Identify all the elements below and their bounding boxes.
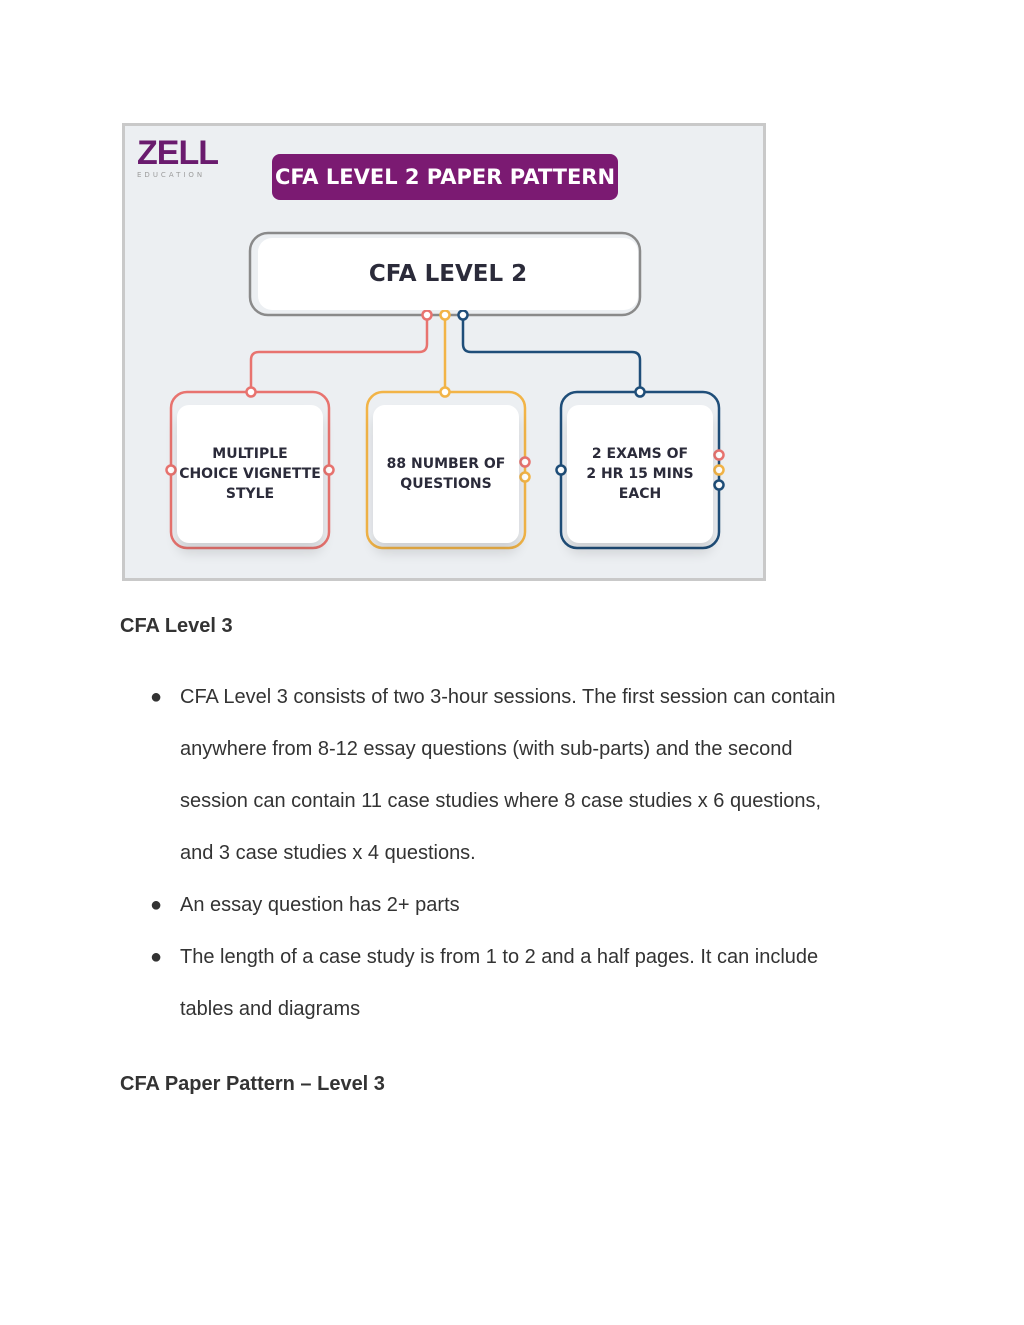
- card-line: 88 NUMBER OF: [386, 456, 506, 472]
- card-exam-duration: [567, 405, 713, 543]
- section-heading-level3: CFA Level 3: [120, 615, 233, 637]
- logo-mark: ZELL: [137, 134, 218, 172]
- node-card3-top: [636, 388, 645, 397]
- node-card2-right-yellow: [521, 473, 530, 482]
- node-yellow-top: [441, 311, 450, 320]
- node-card3-left: [557, 466, 566, 475]
- bullet-text-line: and 3 case studies x 4 questions.: [180, 842, 476, 864]
- infographic-title: CFA LEVEL 2 PAPER PATTERN: [272, 154, 618, 200]
- card-line: 2 EXAMS OF: [591, 446, 689, 462]
- blue-connector: [463, 315, 640, 392]
- cfa-level2-infographic: [122, 123, 766, 581]
- bullet-text-line: The length of a case study is from 1 to 2 and a half pages. It can include: [180, 946, 819, 968]
- node-card3-right-red: [715, 451, 724, 460]
- node-card1-right: [325, 466, 334, 475]
- bullet-text-line: anywhere from 8-12 essay questions (with sub-parts) and the second: [180, 738, 793, 760]
- node-card1-top: [247, 388, 256, 397]
- bullet-text-line: An essay question has 2+ parts: [180, 894, 460, 916]
- section-heading-paper-pattern: CFA Paper Pattern – Level 3: [120, 1073, 385, 1095]
- card-line: 2 HR 15 MINS: [586, 466, 694, 482]
- node-card3-right-yellow: [715, 466, 724, 475]
- node-blue-top: [459, 311, 468, 320]
- card-question-count: [373, 405, 519, 543]
- red-connector: [251, 315, 427, 392]
- bullet-icon: ●: [150, 686, 163, 708]
- card-line: STYLE: [225, 486, 275, 502]
- logo-subtext: EDUCATION: [137, 171, 206, 179]
- node-card2-right-red: [521, 458, 530, 467]
- bullet-text-line: tables and diagrams: [180, 998, 361, 1020]
- card-line: EACH: [618, 486, 662, 502]
- node-card3-right-blue: [715, 481, 724, 490]
- card-line: QUESTIONS: [400, 476, 492, 492]
- card-line: MULTIPLE: [212, 446, 288, 462]
- zell-logo: [137, 136, 217, 184]
- main-label: CFA LEVEL 2: [258, 238, 638, 310]
- card-question-style: [177, 405, 323, 543]
- node-red-top: [423, 311, 432, 320]
- node-card1-left: [167, 466, 176, 475]
- bullet-text-line: CFA Level 3 consists of two 3-hour sessions. The first session can contain: [180, 686, 836, 708]
- bullet-icon: ●: [150, 946, 163, 968]
- card-line: CHOICE VIGNETTE: [179, 466, 321, 482]
- bullet-text-line: session can contain 11 case studies where 8 case studies x 6 questions,: [180, 790, 822, 812]
- bullet-icon: ●: [150, 894, 163, 916]
- node-card2-top: [441, 388, 450, 397]
